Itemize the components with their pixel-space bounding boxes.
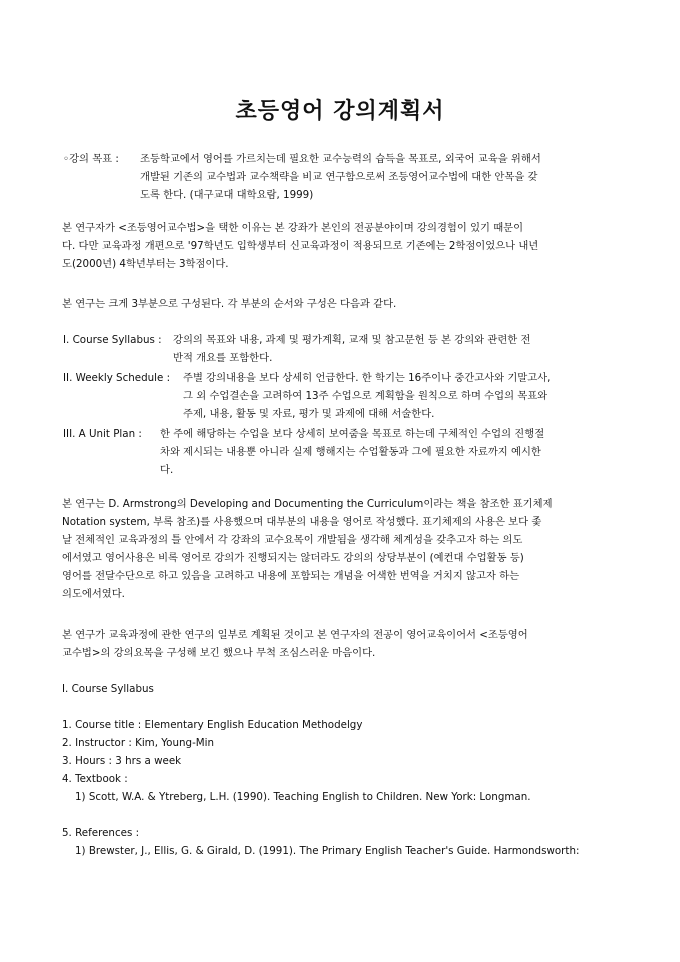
structure-text-unit [160, 425, 624, 479]
text-line: 주별 강의내용을 보다 상세히 언급한다. 한 학기는 16주이나 중간고사와 기말고사, [183, 372, 551, 384]
page-title: 초등영어 강의계획서 [235, 99, 445, 124]
text-line: 의도에서였다. [62, 588, 125, 600]
structure-text-weekly [183, 369, 624, 423]
text-line: 차와 제시되는 내용뿐 아니라 실제 행해지는 수업활동과 그에 필요한 자료까지 예시한 [160, 446, 541, 458]
paragraph-reason [62, 219, 624, 273]
goal-text [140, 150, 624, 204]
paragraph-structure-intro [62, 295, 624, 313]
structure-text-syllabus [173, 331, 624, 367]
item-course-title: 1. Course title : Elementary English Education Methodelgy [62, 719, 363, 731]
text-line: 도록 한다. (대구교대 대학요람, 1999) [140, 189, 314, 201]
paragraph-notation [62, 495, 624, 603]
item-textbook: 4. Textbook : [62, 773, 128, 785]
item-references: 5. References : [62, 827, 140, 839]
text-line: 다. 다만 교육과정 개편으로 '97학년도 입학생부터 신교육과정이 적용되므로 기존에는 2학점이었으나 내년 [62, 240, 539, 252]
text-line: 도(2000년) 4학년부터는 3학점이다. [62, 258, 229, 270]
text-line: 교수법>의 강의요목을 구성해 보긴 했으나 무척 조심스러운 마음이다. [62, 647, 376, 659]
text-line: 날 전체적인 교육과정의 틀 안에서 각 강좌의 교수요목이 개발됨을 생각해 체계성을 갖추고자 하는 의도 [62, 534, 523, 546]
text-line: 다. [160, 464, 174, 476]
text-line: 영어를 전달수단으로 하고 있음을 고려하고 내용에 포함되는 개념을 어색한 번역을 거치지 않고자 하는 [62, 570, 520, 582]
text-line: 강의의 목표와 내용, 과제 및 평가계획, 교재 및 참고문헌 등 본 강의와 관련한 전 [173, 334, 531, 346]
text-line: 한 주에 해당하는 수업을 보다 상세히 보여줌을 목표로 하는데 구체적인 수업의 진행절 [160, 428, 545, 440]
text-line: 본 연구는 D. Armstrong의 Developing and Documenting the Curriculum이라는 책을 참조한 표기체제 [62, 498, 553, 510]
structure-label-syllabus: I. Course Syllabus : [63, 334, 162, 346]
text-line: 본 연구는 크게 3부분으로 구성된다. 각 부분의 순서와 구성은 다음과 같다. [62, 298, 397, 310]
goal-label: ◦강의 목표 : [63, 153, 119, 165]
structure-label-weekly: II. Weekly Schedule : [63, 372, 171, 384]
text-line: 본 연구가 교육과정에 관한 연구의 일부로 계획된 것이고 본 연구자의 전공이 영어교육이어서 <조등영어 [62, 629, 528, 641]
text-line: 반적 개요를 포함한다. [173, 352, 273, 364]
text-line: Notation system, 부록 참조)를 사용했으며 대부분의 내용을 영어로 작성했다. 표기체제의 사용은 보다 좇 [62, 516, 542, 528]
item-hours: 3. Hours : 3 hrs a week [62, 755, 182, 767]
textbook-entry: 1) Scott, W.A. & Ytreberg, L.H. (1990). Teaching English to Children. New York: Longman. [75, 791, 531, 803]
text-line: 본 연구자가 <조등영어교수법>을 택한 이유는 본 강좌가 본인의 전공분야이며 강의경험이 있기 때문이 [62, 222, 524, 234]
text-line: 주제, 내용, 활동 및 자료, 평가 및 과제에 대해 서술한다. [183, 408, 435, 420]
paragraph-closing [62, 626, 624, 662]
reference-entry: 1) Brewster, J., Ellis, G. & Girald, D. (1991). The Primary English Teacher's Guide. Harmondsworth: [75, 845, 580, 857]
structure-label-unit: III. A Unit Plan : [63, 428, 142, 440]
item-instructor: 2. Instructor : Kim, Young-Min [62, 737, 215, 749]
text-line: 그 외 수업결손을 고려하여 13주 수업으로 계획함을 원칙으로 하며 수업의 목표와 [183, 390, 548, 402]
section-heading: I. Course Syllabus [62, 683, 154, 695]
text-line: 조등학교에서 영어를 가르치는데 필요한 교수능력의 습득을 목표로, 외국어 교육을 위해서 [140, 153, 541, 165]
text-line: 에서였고 영어사용은 비록 영어로 강의가 진행되지는 않더라도 강의의 상당부분이 (예컨대 수업활동 등) [62, 552, 524, 564]
text-line: 개발된 기존의 교수법과 교수책략을 비교 연구함으로써 조등영어교수법에 대한 안목을 갖 [140, 171, 538, 183]
